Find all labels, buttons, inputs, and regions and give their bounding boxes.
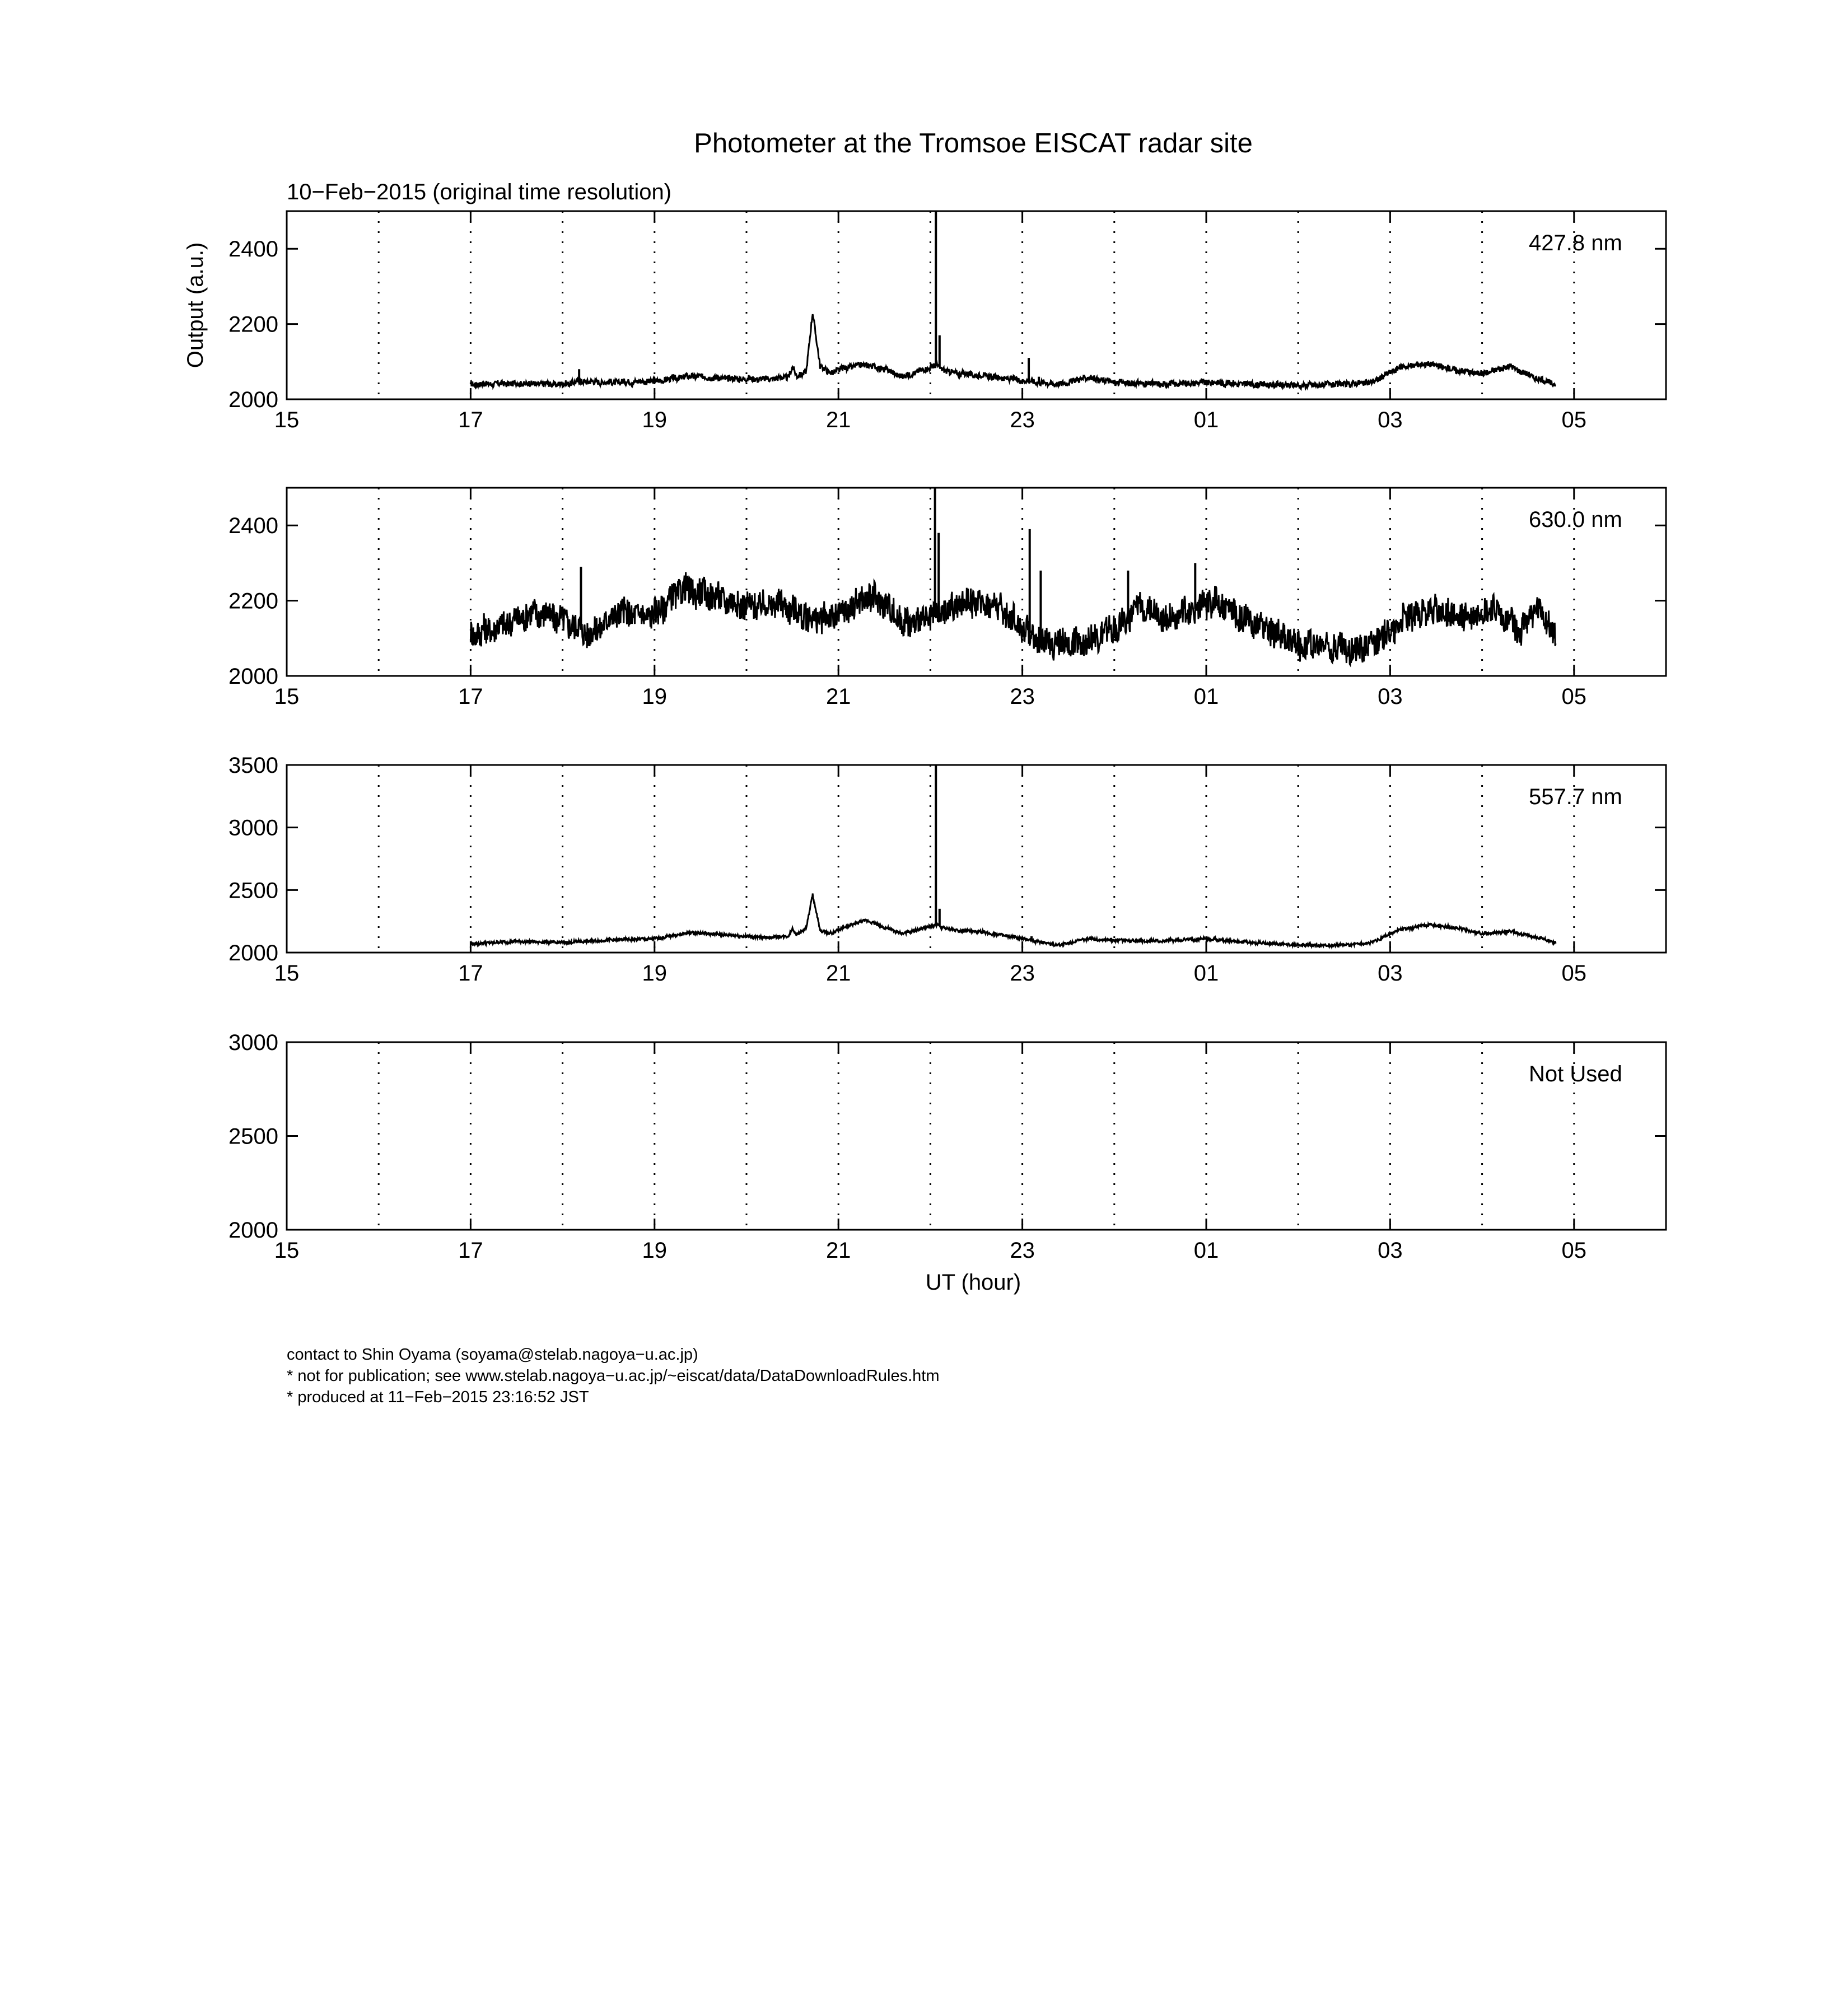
x-tick-label: 05	[1561, 961, 1587, 986]
x-tick-label: 21	[825, 1238, 851, 1263]
axes-box	[287, 1042, 1666, 1230]
x-tick-label: 01	[1193, 408, 1219, 432]
footer-contact: contact to Shin Oyama (soyama@stelab.nagoya−u.ac.jp)	[287, 1346, 698, 1364]
y-tick-label: 3000	[228, 815, 278, 841]
series-line-630-0-nm	[470, 572, 1556, 665]
x-tick-label: 23	[1010, 961, 1035, 986]
axes-box	[287, 488, 1666, 676]
x-tick-label: 17	[458, 1238, 483, 1263]
y-tick-label: 2000	[228, 941, 278, 965]
panel-label: Not Used	[1529, 1062, 1622, 1086]
panel-3	[228, 753, 1666, 986]
x-tick-label: 23	[1010, 1238, 1035, 1263]
x-tick-label: 05	[1561, 408, 1587, 432]
x-tick-label: 05	[1561, 1238, 1587, 1263]
footer-notes	[287, 1344, 940, 1408]
x-tick-label: 01	[1193, 961, 1219, 986]
y-tick-label: 2200	[228, 312, 278, 337]
y-tick-label: 2000	[228, 388, 278, 412]
x-tick-label: 15	[274, 1238, 300, 1263]
x-tick-label: 17	[458, 684, 483, 709]
panel-label: 427.8 nm	[1529, 231, 1622, 255]
x-tick-label: 03	[1378, 961, 1403, 986]
y-tick-label: 3500	[228, 753, 278, 778]
x-tick-label: 19	[642, 408, 668, 432]
x-tick-label: 17	[458, 408, 483, 432]
series-line-427-8-nm	[470, 314, 1556, 389]
x-tick-label: 15	[274, 961, 300, 986]
y-tick-label: 2500	[228, 1124, 278, 1149]
footer-publication-note: * not for publication; see www.stelab.nagoya−u.ac.jp/~eiscat/data/DataDownloadRules.htm	[287, 1367, 940, 1385]
panels	[228, 211, 1666, 1263]
x-tick-label: 19	[642, 1238, 668, 1263]
series-line-557-7-nm	[470, 894, 1556, 947]
x-tick-label: 03	[1378, 408, 1403, 432]
chart-title: Photometer at the Tromsoe EISCAT radar site	[694, 128, 1253, 158]
chart-subtitle: 10−Feb−2015 (original time resolution)	[287, 180, 672, 204]
y-axis-label: Output (a.u.)	[183, 242, 208, 368]
x-tick-label: 21	[825, 961, 851, 986]
x-tick-label: 15	[274, 408, 300, 432]
x-tick-label: 03	[1378, 684, 1403, 709]
x-tick-label: 23	[1010, 408, 1035, 432]
x-tick-label: 01	[1193, 684, 1219, 709]
y-tick-label: 2000	[228, 1218, 278, 1243]
axes-box	[287, 765, 1666, 953]
y-tick-label: 3000	[228, 1030, 278, 1055]
y-tick-label: 2500	[228, 878, 278, 903]
panel-label: 630.0 nm	[1529, 507, 1622, 532]
panel-1	[228, 211, 1666, 432]
x-tick-label: 19	[642, 961, 668, 986]
x-tick-label: 05	[1561, 684, 1587, 709]
x-tick-label: 21	[825, 408, 851, 432]
y-tick-label: 2400	[228, 237, 278, 262]
x-tick-label: 17	[458, 961, 483, 986]
x-tick-label: 23	[1010, 684, 1035, 709]
x-tick-label: 03	[1378, 1238, 1403, 1263]
panel-label: 557.7 nm	[1529, 785, 1622, 809]
footer-produced-note: * produced at 11−Feb−2015 23:16:52 JST	[287, 1388, 589, 1406]
y-tick-label: 2400	[228, 514, 278, 539]
x-axis-label: UT (hour)	[925, 1270, 1021, 1295]
x-tick-label: 01	[1193, 1238, 1219, 1263]
panel-4	[228, 1030, 1666, 1263]
x-tick-label: 19	[642, 684, 668, 709]
panel-2	[228, 488, 1666, 709]
x-tick-label: 21	[825, 684, 851, 709]
y-tick-label: 2200	[228, 589, 278, 614]
x-tick-label: 15	[274, 684, 300, 709]
y-tick-label: 2000	[228, 664, 278, 689]
